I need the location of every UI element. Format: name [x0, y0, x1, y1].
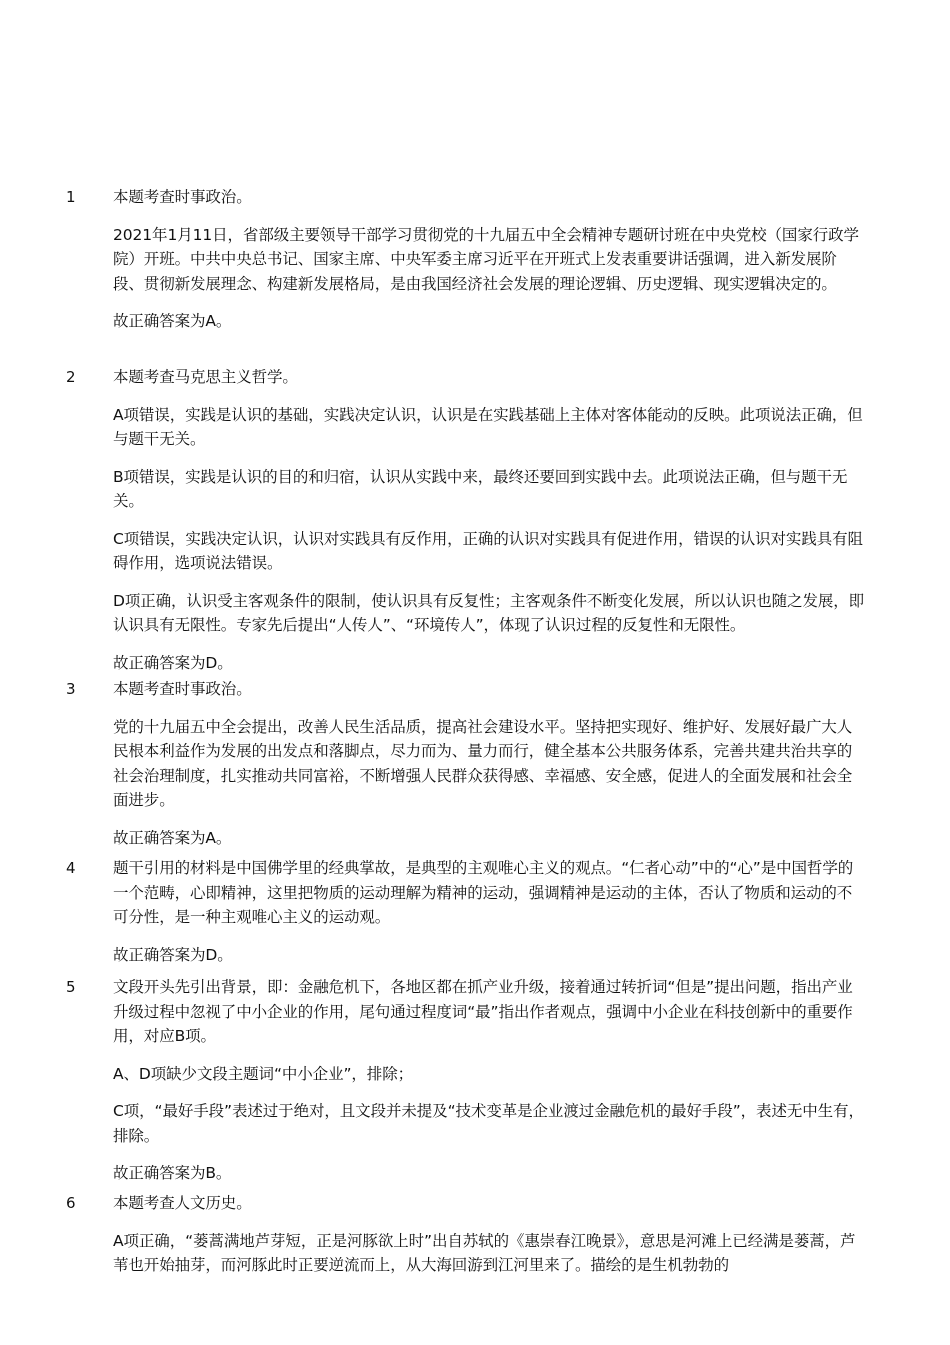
item-number: 3 [66, 680, 76, 698]
item-number: 5 [66, 978, 76, 996]
item-content [113, 856, 865, 980]
item-number: 1 [66, 188, 76, 206]
paragraph: D项正确，认识受主客观条件的限制，使认识具有反复性；主客观条件不断变化发展，所以认识也随之发展，即认识具有无限性。专家先后提出“人传人”、“环境传人”，体现了认识过程的反复性和无限性。 [113, 591, 865, 634]
item-number: 2 [66, 368, 76, 386]
paragraph: 2021年1月11日，省部级主要领导干部学习贯彻党的十九届五中全会精神专题研讨班在中央党校（国家行政学院）开班。中共中央总书记、国家主席、中央军委主席习近平在开班式上发表重要讲话强调，进入新发展阶段、贯彻新发展理念、构建新发展格局，是由我国经济社会发展的理论逻辑、历史逻辑、现实逻辑决定的。 [113, 225, 859, 293]
paragraph: 故正确答案为D。 [113, 653, 233, 672]
paragraph: A项正确，“蒌蒿满地芦芽短，正是河豚欲上时”出自苏轼的《惠崇春江晚景》，意思是河滩上已经满是蒌蒿，芦苇也开始抽芽，而河豚此时正要逆流而上，从大海回游到江河里来了。描绘的是生机勃勃的 [113, 1231, 856, 1274]
paragraph: 文段开头先引出背景，即：金融危机下，各地区都在抓产业升级，接着通过转折词“但是”提出问题，指出产业升级过程中忽视了中小企业的作用，尾句通过程度词“最”指出作者观点，强调中小企业在科技创新中的重要作用，对应B项。 [113, 978, 853, 1045]
paragraph: 本题考查人文历史。 [113, 1194, 252, 1212]
paragraph: 本题考查时事政治。 [113, 680, 252, 698]
paragraph: C项，“最好手段”表述过于绝对，且文段并未提及“技术变革是企业渡过金融危机的最好手段”，表述无中生有，排除。 [113, 1102, 864, 1145]
paragraph: C项错误，实践决定认识，认识对实践具有反作用，正确的认识对实践具有促进作用，错误的认识对实践具有阻碍作用，选项说法错误。 [113, 529, 863, 572]
item-content [113, 677, 865, 863]
paragraph: 故正确答案为A。 [113, 828, 232, 847]
item-content [113, 365, 865, 688]
paragraph: A项错误，实践是认识的基础，实践决定认识，认识是在实践基础上主体对客体能动的反映。此项说法正确，但与题干无关。 [113, 405, 863, 448]
item-number: 4 [66, 859, 76, 877]
paragraph: 本题考查马克思主义哲学。 [113, 368, 298, 386]
item-content [113, 1191, 865, 1291]
paragraph: 故正确答案为A。 [113, 312, 232, 330]
paragraph: 故正确答案为B。 [113, 1164, 232, 1182]
paragraph: 题干引用的材料是中国佛学里的经典掌故，是典型的主观唯心主义的观点。“仁者心动”中的“心”是中国哲学的一个范畴，心即精神，这里把物质的运动理解为精神的运动，强调精神是运动的主体，否认了物质和运动的不可分性，是一种主观唯心主义的运动观。 [113, 859, 854, 926]
paragraph: 本题考查时事政治。 [113, 188, 252, 206]
item-content [113, 185, 865, 347]
item-content [113, 975, 865, 1199]
paragraph: B项错误，实践是认识的目的和归宿，认识从实践中来，最终还要回到实践中去。此项说法正确，但与题干无关。 [113, 467, 848, 510]
paragraph: A、D项缺少文段主题词“中小企业”，排除； [113, 1064, 414, 1083]
item-number: 6 [66, 1194, 76, 1212]
paragraph: 故正确答案为D。 [113, 945, 233, 964]
paragraph: 党的十九届五中全会提出，改善人民生活品质，提高社会建设水平。坚持把实现好、维护好、发展好最广大人民根本利益作为发展的出发点和落脚点，尽力而为、量力而行，健全基本公共服务体系，完善共建共治共享的社会治理制度，扎实推动共同富裕，不断增强人民群众获得感、幸福感、安全感，促进人的全面发展和社会全面进步。 [113, 717, 853, 809]
